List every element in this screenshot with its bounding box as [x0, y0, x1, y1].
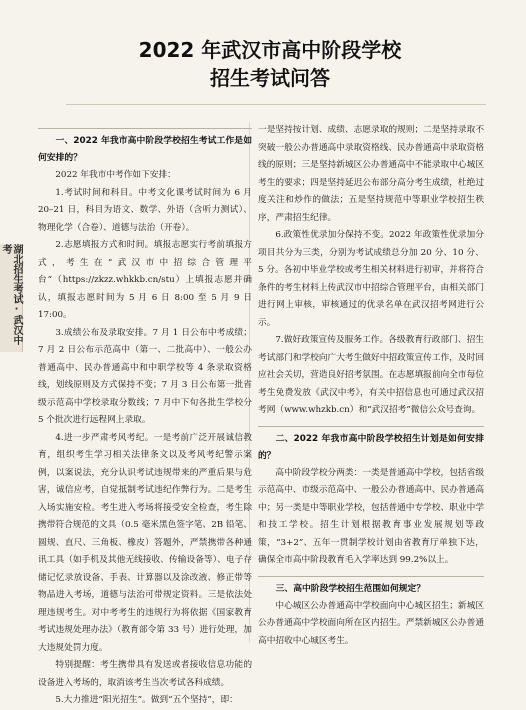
paragraph: 7.做好政策宣传及服务工作。各级教育行政部门、招生考试部门和学校向广大考生做好中招政策宣传工作，及时回应社会关切，营造良好招考氛围。在志愿填报前向全市每位考生免费发放《武汉中考》，有关中招信息也可通过武汉招考网（www.whzkb.cn）和“武汉招考”微信公众号查询。 — [258, 335, 484, 415]
paragraph: 4.进一步严肃考风考纪。一是考前广泛开展诚信教育，组织考生学习相关法律条文以及考风考纪警示案例，以案说法，充分认识考试违规带来的严重后果与危害，诚信应考，自觉抵制考试违纪作弊行为。二是考生入场实施安检。考生进入考场将接受安全检查，考生除携带符合规范的文具（0.5 毫米黑色签字笔、2B 铅笔、圆规、直尺、三角板、橡皮）答题外，严禁携带各种通讯工具（如手机及其他无线接收、传输设备等）、电子存储记忆录放设备、手表、计算器以及涂改液、修正带等物品进入考场，道德与法治可带规定资料。三是依法处理违规考生。对中考考生的违规行为将依据《国家教育考试违规处理办法》（教育部令第 33 号）进行处理，加大违规处罚力度。 — [38, 432, 252, 653]
question-1-heading: 一、2022 年我市高中阶段学校招生考试工作是如何安排的？ — [38, 136, 252, 163]
page-title — [60, 36, 480, 92]
paragraph: 6.政策性优录加分保持不变。2022 年政策性优录加分项目共分为三类，分别为考试成绩总分加 20 分、10 分、5 分。各初中毕业学校或考生相关材料进行初审，并将符合条件的考生材料上传武汉市中招综合管理平台，由相关部门进行网上审核，审核通过的优录名单在武汉招考网进行公示。 — [258, 230, 484, 328]
paragraph: 2022 年我市中考作如下安排： — [55, 170, 176, 180]
paragraph: 一是坚持按计划、成绩、志愿录取的规则；二是坚持录取不突破一般公办普通高中录取资格线、民办普通高中录取资格线的原则；三是坚持新城区公办普通高中不能录取中心城区考生的要求；四是坚持延迟公布部分高分考生成绩，杜绝过度关注和炒作的做法；五是坚持规范中等职业学校招生秩序，严肃招生纪律。 — [258, 125, 484, 223]
right-column — [258, 122, 484, 650]
paragraph: 3.成绩公布及录取安排。7 月 1 日公布中考成绩；7 月 2 日公布示范高中（第一、二批高中）、一般公办普通高中、民办普通高中和中职学校等 4 条录取资格线，划线原则及方式保持不变；7 月 3 日公布第一批省级示范高中学校录取分数线；7 月中下旬各批生学校分 5 个批次进行远程网上录取。 — [38, 327, 252, 425]
question-2-heading: 二、2022 年我市高中阶段学校招生计划是如何安排的？ — [258, 433, 484, 461]
section-rule — [258, 576, 484, 577]
title-divider — [66, 104, 486, 105]
paragraph: 中心城区公办普通高中学校面向中心城区招生；新城区公办普通高中学校面向所在区内招生。严禁新城区公办普通高中招收中心城区考生。 — [258, 600, 484, 646]
left-column — [38, 122, 252, 710]
paragraph: 特别提醒：考生携带具有发送或者接收信息功能的设备进入考场的，取消该考生当次考试各科成绩。 — [38, 660, 252, 688]
section-rule — [258, 426, 484, 427]
question-3-heading: 三、高中阶段学校招生范围如何规定？ — [275, 583, 426, 594]
paragraph: 高中阶段学校分两类：一类是普通高中学校，包括省级示范高中、市级示范高中、一般公办普通高中、民办普通高中；另一类是中等职业学校，包括普通中专学校、职业中学和技工学校。招生计划根据教育事业发展规划等政策，“3+2”、五年一贯制学校计划由省教育厅单独下达，确保全市高中阶段教育毛入学率达到 99.2%以上。 — [258, 467, 484, 565]
paragraph: 1.考试时间和科目。中考文化课考试时间为 6 月 20–21 日，科目为语文、数学、外语（含听力测试）、物理化学（合卷）、道德与法治（开卷）。 — [38, 187, 252, 233]
title-line-2: 招生考试问答 — [210, 66, 330, 90]
paragraph: 5.大力推进“阳光招生”。做到“五个坚持”，即： — [55, 695, 238, 705]
title-line-1: 2022 年武汉市高中阶段学校 — [138, 38, 402, 62]
section-rule — [38, 128, 252, 129]
paragraph: 2.志愿填报方式和时间。填报志愿实行考前填报方式，考生在“武汉市中招综合管理平台”（https://zkzz.whkkb.cn/stu）上填报志愿并确认，填报志愿时间为 5 月 6 日 8:00 至 5 月 9 日 17:00。 — [38, 240, 252, 320]
section-side-tab: 湖北招生考试·武汉中考 — [0, 244, 23, 352]
